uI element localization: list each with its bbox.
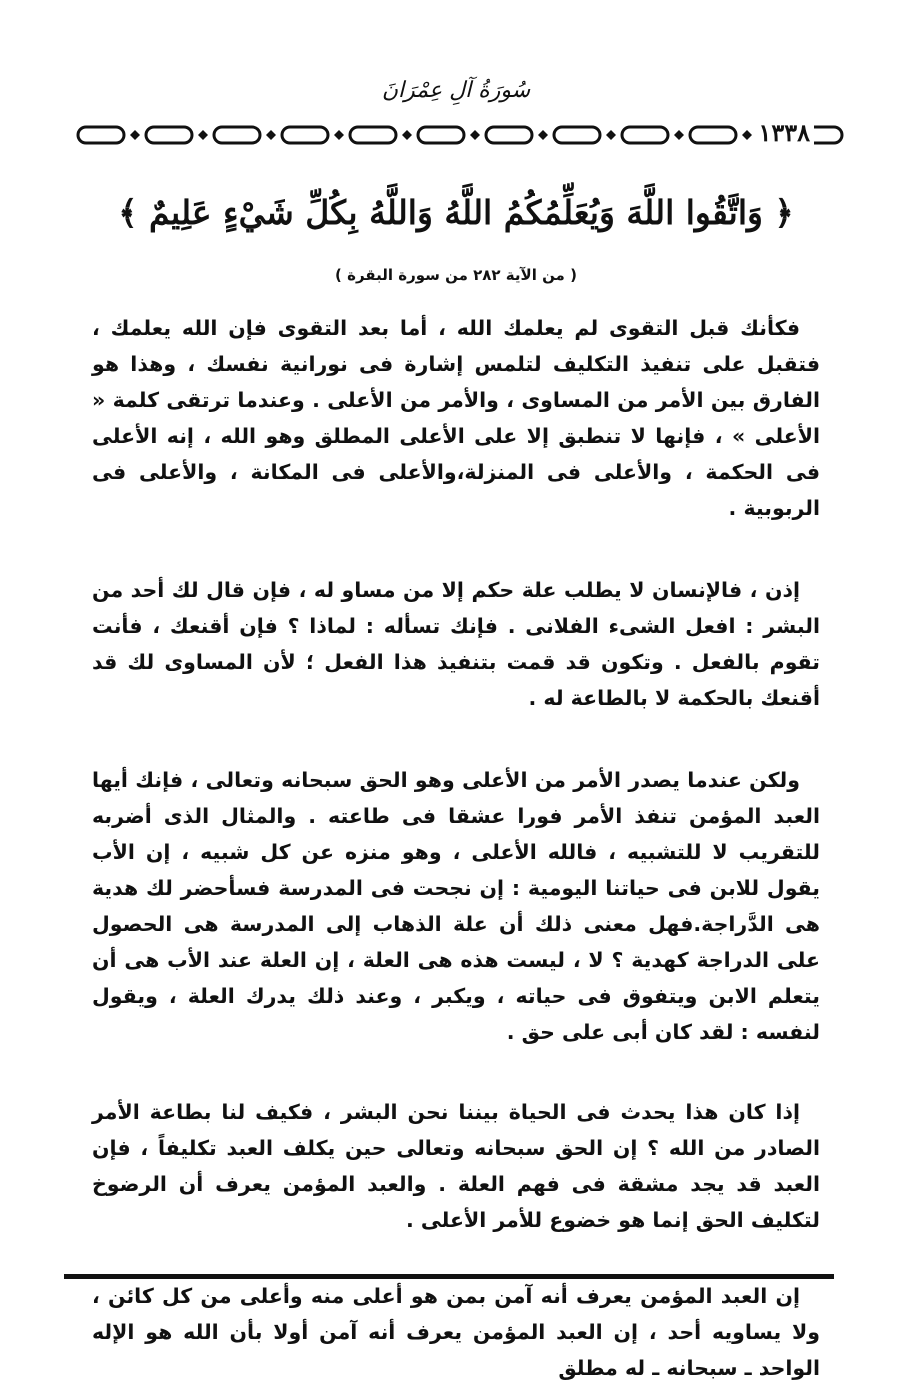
chain-diamond	[334, 130, 344, 140]
verse-source: ( من الآية ٢٨٢ من سورة البقرة )	[335, 266, 577, 284]
chain-diamond	[742, 130, 752, 140]
chain-link	[690, 127, 736, 143]
chain-ornament	[72, 122, 848, 148]
chain-link	[78, 127, 124, 143]
chain-diamond	[402, 130, 412, 140]
chain-diamond	[538, 130, 548, 140]
body-text	[92, 310, 820, 1386]
page-number: ١٣٣٨	[754, 118, 814, 147]
paragraph: فكأنك قبل التقوى لم يعلمك الله ، أما بعد التقوى فإن الله يعلمك ، فتقبل على تنفيذ التكليف لتلمس إشارة فى نورانية نفسك ، وهذا هو الفارق بين الأمر من المساوى ، والأمر من الأعلى . وعندما ترتقى كلمة « الأعلى » ، فإنها لا تنطبق إلا على الأعلى المطلق وهو الله ، إنه الأعلى فى الحكمة ، والأعلى فى المنزلة،والأعلى فى المكانة ، والأعلى فى الربوبية .	[92, 316, 820, 520]
chain-link	[146, 127, 192, 143]
chain-link	[418, 127, 464, 143]
chain-diamond	[470, 130, 480, 140]
decorative-border	[72, 122, 848, 148]
chain-diamond	[606, 130, 616, 140]
chain-diamond	[266, 130, 276, 140]
paragraph: إذا كان هذا يحدث فى الحياة بيننا نحن البشر ، فكيف لنا بطاعة الأمر الصادر من الله ؟ إن الحق سبحانه وتعالى حين يكلف العبد تكليفاً ، فإن العبد قد يجد مشقة فى فهم العلة . والعبد المؤمن يعرف أن الرضوخ لتكليف الحق إنما هو خضوع للأمر الأعلى .	[92, 1100, 820, 1232]
paragraph: إن العبد المؤمن يعرف أنه آمن بمن هو أعلى منه وأعلى من كل كائن ، ولا يساويه أحد ، إن العبد المؤمن يعرف أنه آمن أولا بأن الله هو الإله الواحد ـ سبحانه ـ له مطلق	[92, 1284, 820, 1380]
chain-link	[622, 127, 668, 143]
surah-title: سُورَةُ آلِ عِمْرَانَ	[381, 78, 531, 103]
chain-diamond	[198, 130, 208, 140]
chain-link	[350, 127, 396, 143]
paragraph: ولكن عندما يصدر الأمر من الأعلى وهو الحق سبحانه وتعالى ، فإنك أيها العبد المؤمن تنفذ الأمر فورا عشقا فى طاعته . والمثال الذى أضربه للتقريب لا للتشبيه ، فالله الأعلى ، وهو منزه عن كل شبيه ، إن الأب يقول للابن فى حياتنا اليومية : إن نجحت فى المدرسة فسأحضر لك هدية هى الدَّراجة.فهل معنى ذلك أن علة الذهاب إلى المدرسة هى الحصول على الدراجة كهدية ؟ لا ، ليست هذه هى العلة ، إن العلة عند الأب هى أن يتعلم الابن ويتفوق فى حياته ، ويكبر ، وعند ذلك يدرك العلة ، ويقول لنفسه : لقد كان أبى على حق .	[92, 768, 820, 1044]
paragraph: إذن ، فالإنسان لا يطلب علة حكم إلا من مساو له ، فإن قال لك أحد من البشر : افعل الشىء الفلانى . فإنك تسأله : لماذا ؟ فإن أقنعك ، فأنت تقوم بالفعل . وتكون قد قمت بتنفيذ هذا الفعل ؛ لأن المساوى لك قد أقنعك بالحكمة لا بالطاعة له .	[92, 578, 820, 710]
chain-link	[282, 127, 328, 143]
footer-rule	[64, 1274, 834, 1279]
chain-diamond	[674, 130, 684, 140]
chain-link	[214, 127, 260, 143]
chain-link	[554, 127, 600, 143]
quran-verse: ﴿ وَاتَّقُوا اللَّهَ وَيُعَلِّمُكُمُ اللَّهُ وَاللَّهُ بِكُلِّ شَيْءٍ عَلِيمٌ ﴾	[118, 193, 794, 232]
chain-link	[486, 127, 532, 143]
chain-diamond	[130, 130, 140, 140]
